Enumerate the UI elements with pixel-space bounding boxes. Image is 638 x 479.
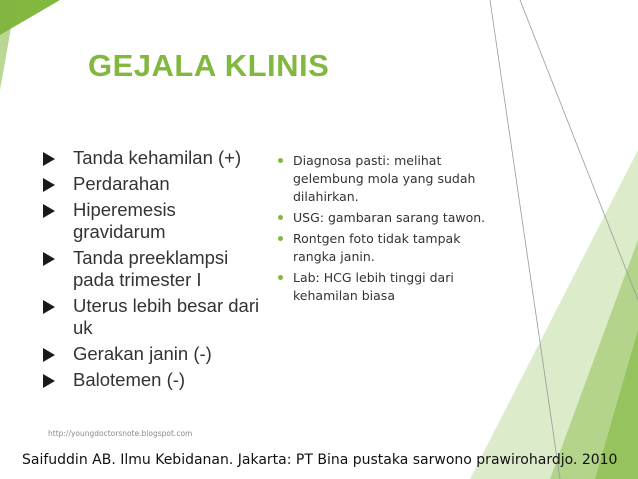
dot-bullet-icon — [278, 236, 283, 241]
list-item — [277, 152, 492, 206]
dot-bullet-icon — [278, 275, 283, 280]
list-item — [277, 209, 492, 227]
arrow-bullet-icon — [43, 374, 55, 388]
list-item-text: Uterus lebih besar dari uk — [73, 295, 260, 338]
list-item-text: Rontgen foto tidak tampak rangka janin. — [293, 231, 461, 264]
list-item — [277, 230, 492, 266]
dot-bullet-icon — [278, 215, 283, 220]
thin-line-2 — [520, 0, 638, 300]
arrow-bullet-icon — [43, 300, 55, 314]
diagnosis-list — [277, 152, 492, 308]
list-item — [40, 343, 260, 365]
list-item-text: Tanda kehamilan (+) — [73, 147, 242, 168]
list-item — [40, 369, 260, 391]
slide-title: GEJALA KLINIS — [88, 48, 330, 83]
list-item-text: Balotemen (-) — [73, 369, 186, 390]
arrow-bullet-icon — [43, 178, 55, 192]
arrow-bullet-icon — [43, 252, 55, 266]
list-item — [40, 247, 260, 291]
arrow-bullet-icon — [43, 204, 55, 218]
list-item-text: Gerakan janin (-) — [73, 343, 212, 364]
list-item-text: USG: gambaran sarang tawon. — [293, 210, 486, 225]
list-item — [40, 147, 260, 169]
list-item-text: Tanda preeklampsi pada trimester I — [73, 247, 229, 290]
arrow-bullet-icon — [43, 152, 55, 166]
symptom-list — [40, 147, 260, 395]
list-item-text: Hiperemesis gravidarum — [73, 199, 176, 242]
reference-citation: Saifuddin AB. Ilmu Kebidanan. Jakarta: PT Bina pustaka sarwono prawirohardjo. 2010 — [22, 452, 618, 468]
dot-bullet-icon — [278, 158, 283, 163]
list-item-text: Lab: HCG lebih tinggi dari kehamilan biasa — [293, 270, 454, 303]
list-item — [40, 173, 260, 195]
arrow-bullet-icon — [43, 348, 55, 362]
list-item — [40, 295, 260, 339]
list-item — [40, 199, 260, 243]
list-item-text: Perdarahan — [73, 173, 170, 194]
list-item — [277, 269, 492, 305]
list-item-text: Diagnosa pasti: melihat gelembung mola yang sudah dilahirkan. — [293, 153, 476, 204]
source-url: http://youngdoctorsnote.blogspot.com — [48, 429, 193, 438]
